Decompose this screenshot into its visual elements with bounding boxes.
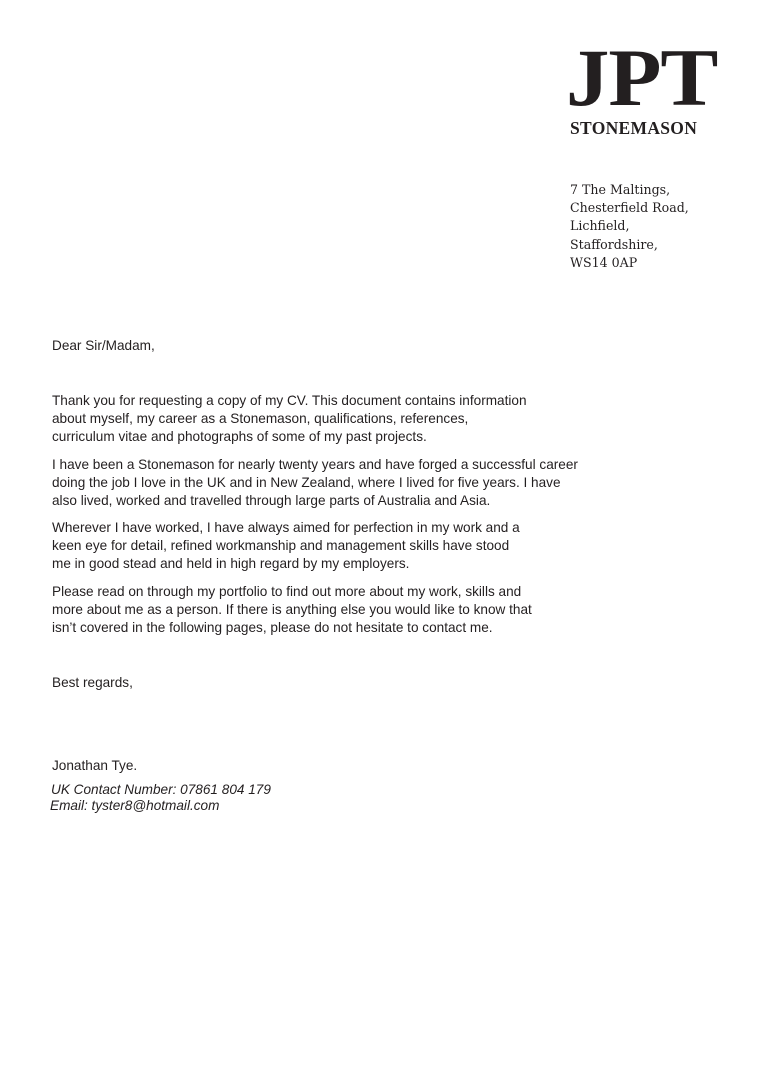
logo: JPT — [566, 32, 718, 123]
paragraph-line: curriculum vitae and photographs of some of my past projects. — [52, 429, 427, 444]
salutation: Dear Sir/Madam, — [52, 338, 155, 353]
address-block — [570, 181, 689, 272]
paragraph-line: doing the job I love in the UK and in New Zealand, where I lived for five years. I have — [52, 475, 561, 490]
paragraph-1 — [52, 392, 527, 446]
contact-number: UK Contact Number: 07861 804 179 — [51, 782, 271, 797]
email: Email: tyster8@hotmail.com — [50, 798, 220, 813]
paragraph-2 — [52, 456, 578, 510]
address-line: WS14 0AP — [570, 254, 638, 270]
paragraph-3 — [52, 519, 520, 573]
paragraph-line: more about me as a person. If there is anything else you would like to know that — [52, 602, 532, 617]
paragraph-line: also lived, worked and travelled through large parts of Australia and Asia. — [52, 493, 491, 508]
logo-subtitle: STONEMASON — [570, 118, 698, 138]
paragraph-4 — [52, 583, 532, 637]
paragraph-line: I have been a Stonemason for nearly twenty years and have forged a successful career — [52, 457, 578, 472]
paragraph-line: about myself, my career as a Stonemason, qualifications, references, — [52, 411, 469, 426]
address-line: 7 The Maltings, — [570, 182, 671, 197]
paragraph-line: Please read on through my portfolio to find out more about my work, skills and — [52, 584, 522, 599]
address-line: Staffordshire, — [570, 236, 658, 252]
paragraph-line: me in good stead and held in high regard by my employers. — [52, 556, 410, 571]
paragraph-line: Thank you for requesting a copy of my CV. This document contains information — [52, 393, 527, 408]
address-line: Chesterfield Road, — [570, 200, 689, 216]
signature-name: Jonathan Tye. — [52, 758, 138, 773]
paragraph-line: Wherever I have worked, I have always aimed for perfection in my work and a — [52, 520, 520, 535]
address-line: Lichfield, — [570, 218, 630, 234]
paragraph-line: keen eye for detail, refined workmanship and management skills have stood — [52, 538, 510, 553]
closing: Best regards, — [52, 675, 133, 690]
paragraph-line: isn’t covered in the following pages, please do not hesitate to contact me. — [52, 620, 493, 635]
